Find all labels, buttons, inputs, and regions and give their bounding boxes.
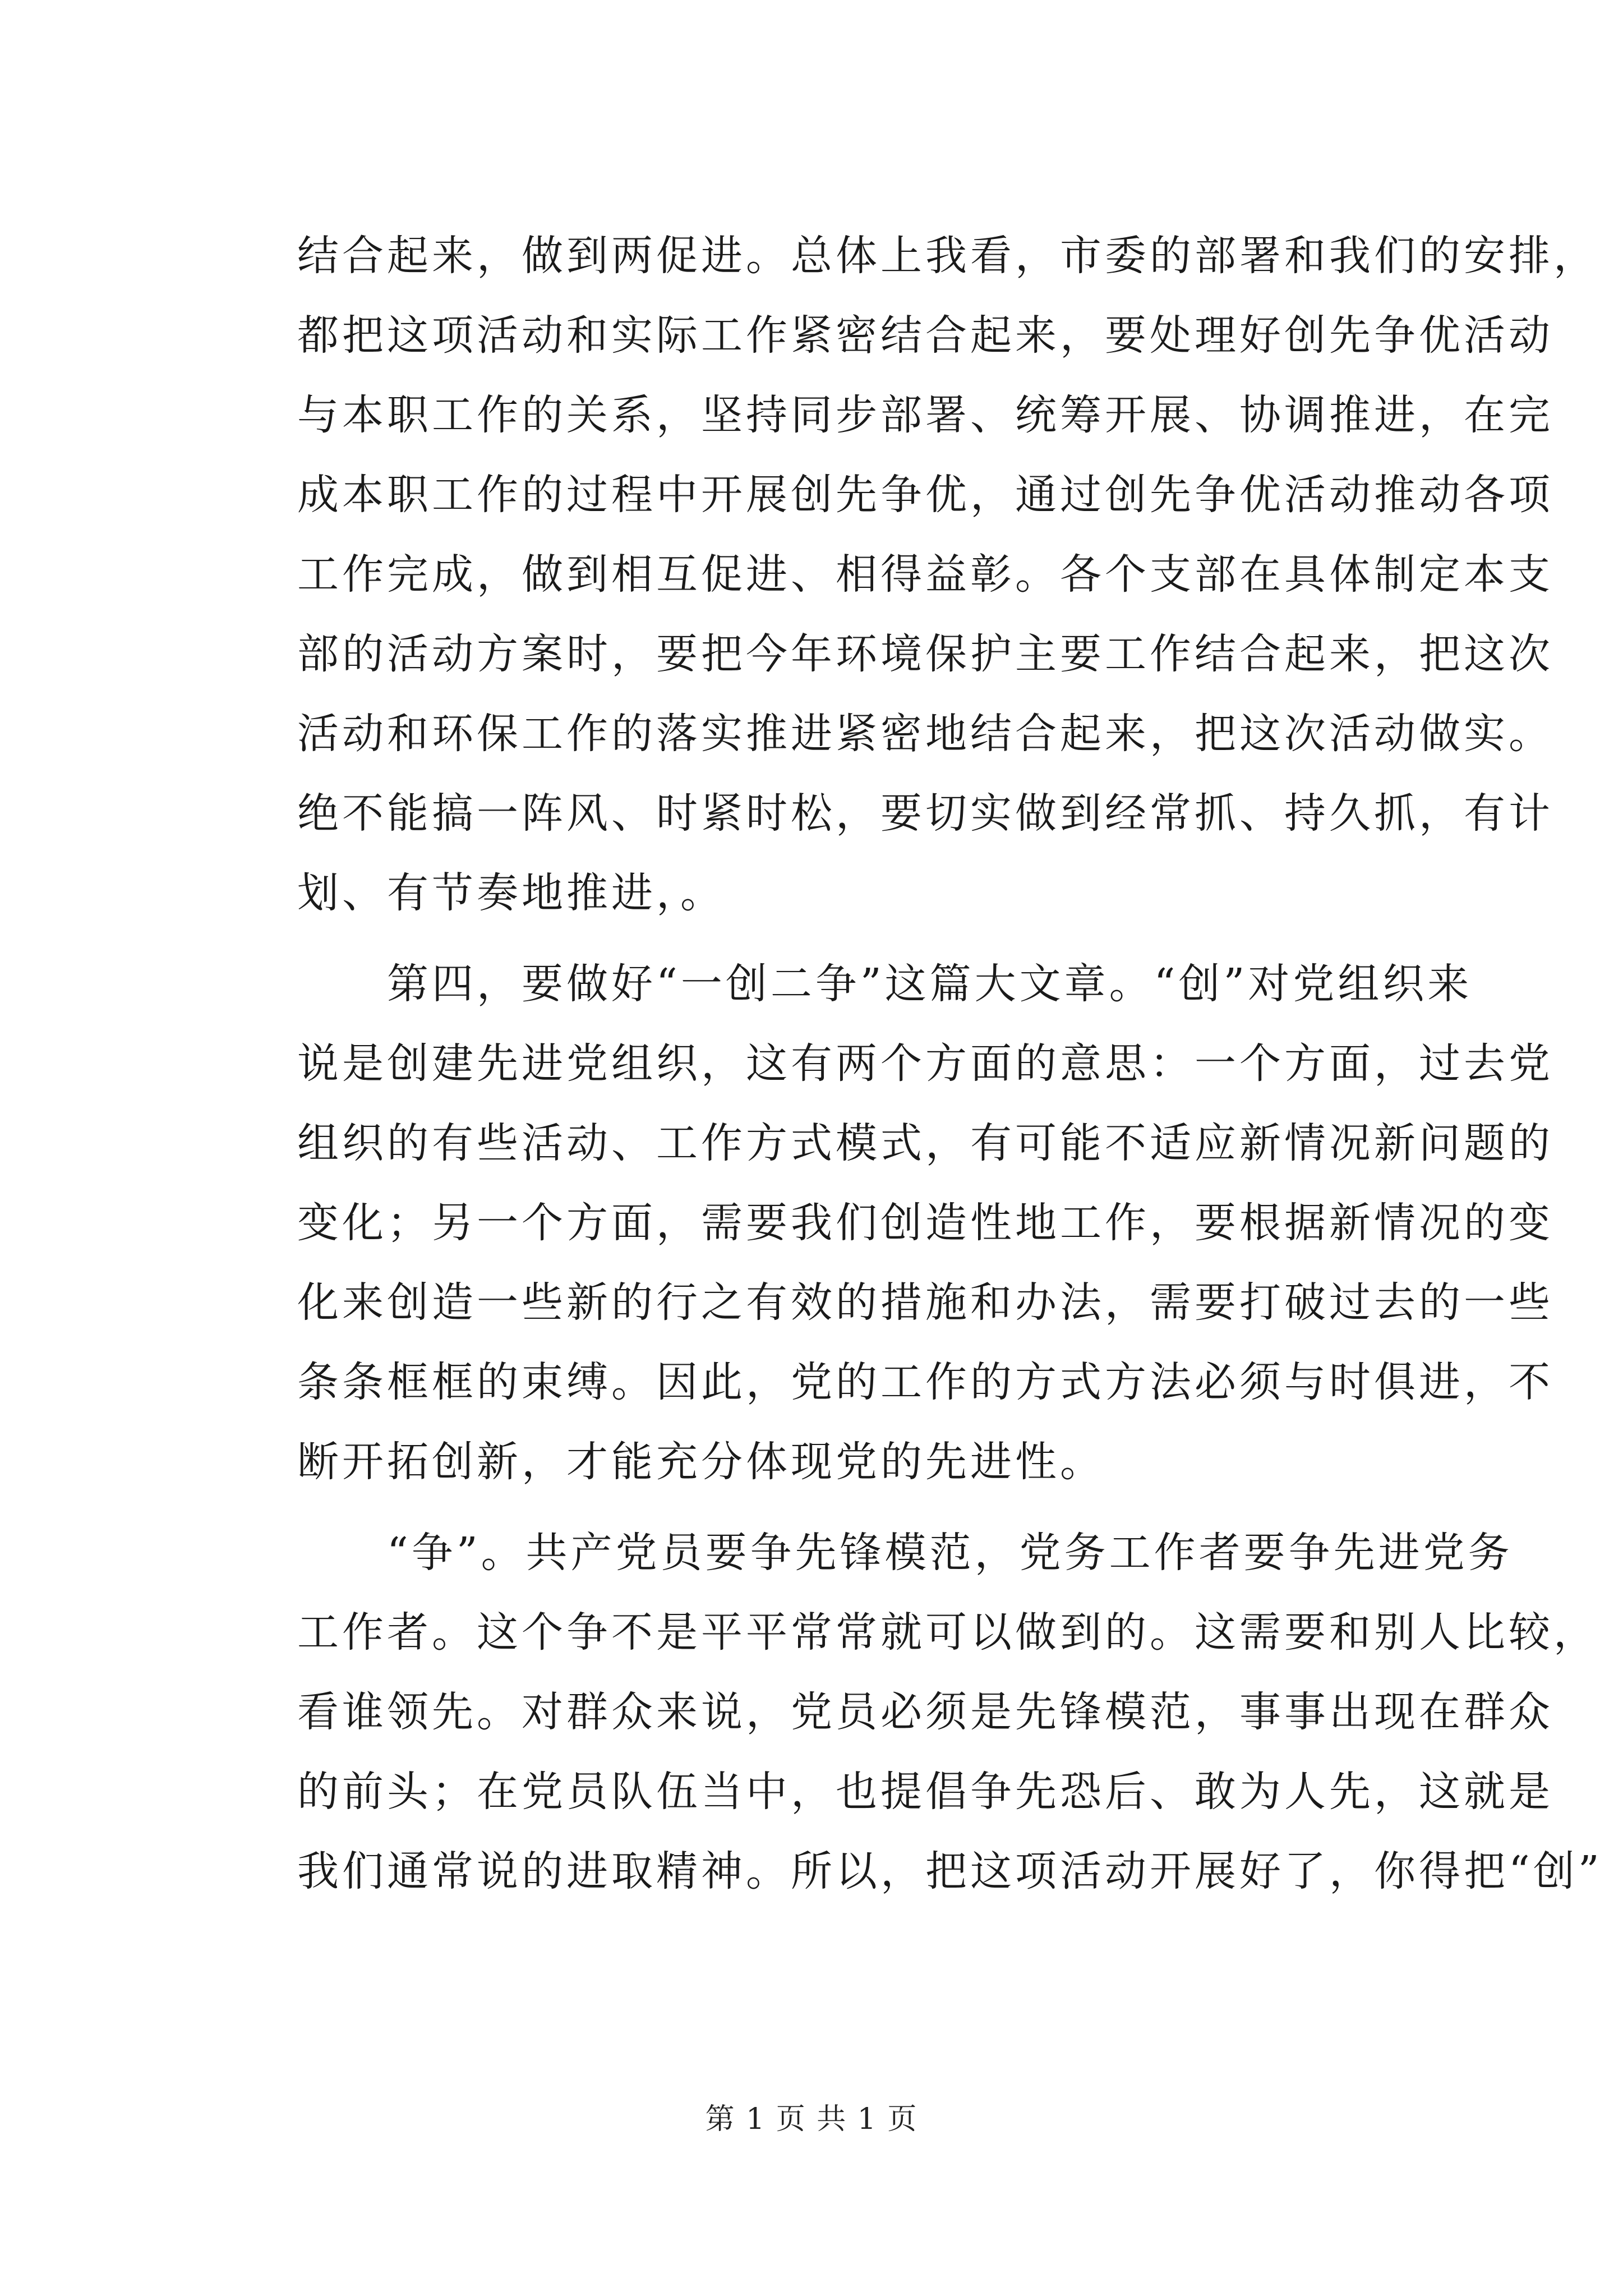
text-line: 第四，要做好“一创二争”这篇大文章。“创”对党组织来 <box>297 960 1473 1008</box>
text-line: 绝不能搞一阵风、时紧时松，要切实做到经常抓、持久抓，有计 <box>297 789 1553 838</box>
text-line: 工作完成，做到相互促进、相得益彰。各个支部在具体制定本支 <box>297 550 1553 599</box>
text-line: 工作者。这个争不是平平常常就可以做到的。这需要和别人比较， <box>297 1608 1598 1657</box>
text-line: 说是创建先进党组织，这有两个方面的意思：一个方面，过去党 <box>297 1039 1553 1088</box>
text-line: 组织的有些活动、工作方式模式，有可能不适应新情况新问题的 <box>297 1119 1553 1167</box>
body-text <box>297 216 1603 1911</box>
text-line: 与本职工作的关系，坚持同步部署、统筹开展、协调推进，在完 <box>297 391 1553 439</box>
page-footer: 第 1 页 共 1 页 <box>705 2102 918 2136</box>
text-line: 活动和环保工作的落实推进紧密地结合起来，把这次活动做实。 <box>297 710 1553 758</box>
text-line: 的前头；在党员队伍当中，也提倡争先恐后、敢为人先，这就是 <box>297 1768 1553 1816</box>
text-line: 成本职工作的过程中开展创先争优，通过创先争优活动推动各项 <box>297 471 1553 519</box>
text-line: 都把这项活动和实际工作紧密结合起来，要处理好创先争优活动 <box>297 311 1553 360</box>
text-line: 断开拓创新，才能充分体现党的先进性。 <box>297 1438 1105 1486</box>
paragraph-gap <box>297 933 1413 944</box>
text-line: 看谁领先。对群众来说，党员必须是先锋模范，事事出现在群众 <box>297 1688 1553 1736</box>
text-line: 变化；另一个方面，需要我们创造性地工作，要根据新情况的变 <box>297 1199 1553 1247</box>
paragraph-gap <box>297 1502 1413 1513</box>
text-line: 我们通常说的进取精神。所以，把这项活动开展好了，你得把“创” <box>297 1847 1603 1895</box>
text-line: 结合起来，做到两促进。总体上我看，市委的部署和我们的安排， <box>297 232 1598 280</box>
text-line: 化来创造一些新的行之有效的措施和办法，需要打破过去的一些 <box>297 1278 1553 1327</box>
text-line: 划、有节奏地推进，。 <box>297 869 725 917</box>
text-line: “争”。共产党员要争先锋模范，党务工作者要争先进党务 <box>297 1529 1513 1577</box>
text-line: 条条框框的束缚。因此，党的工作的方式方法必须与时俱进，不 <box>297 1358 1553 1406</box>
text-line: 部的活动方案时，要把今年环境保护主要工作结合起来，把这次 <box>297 630 1553 678</box>
